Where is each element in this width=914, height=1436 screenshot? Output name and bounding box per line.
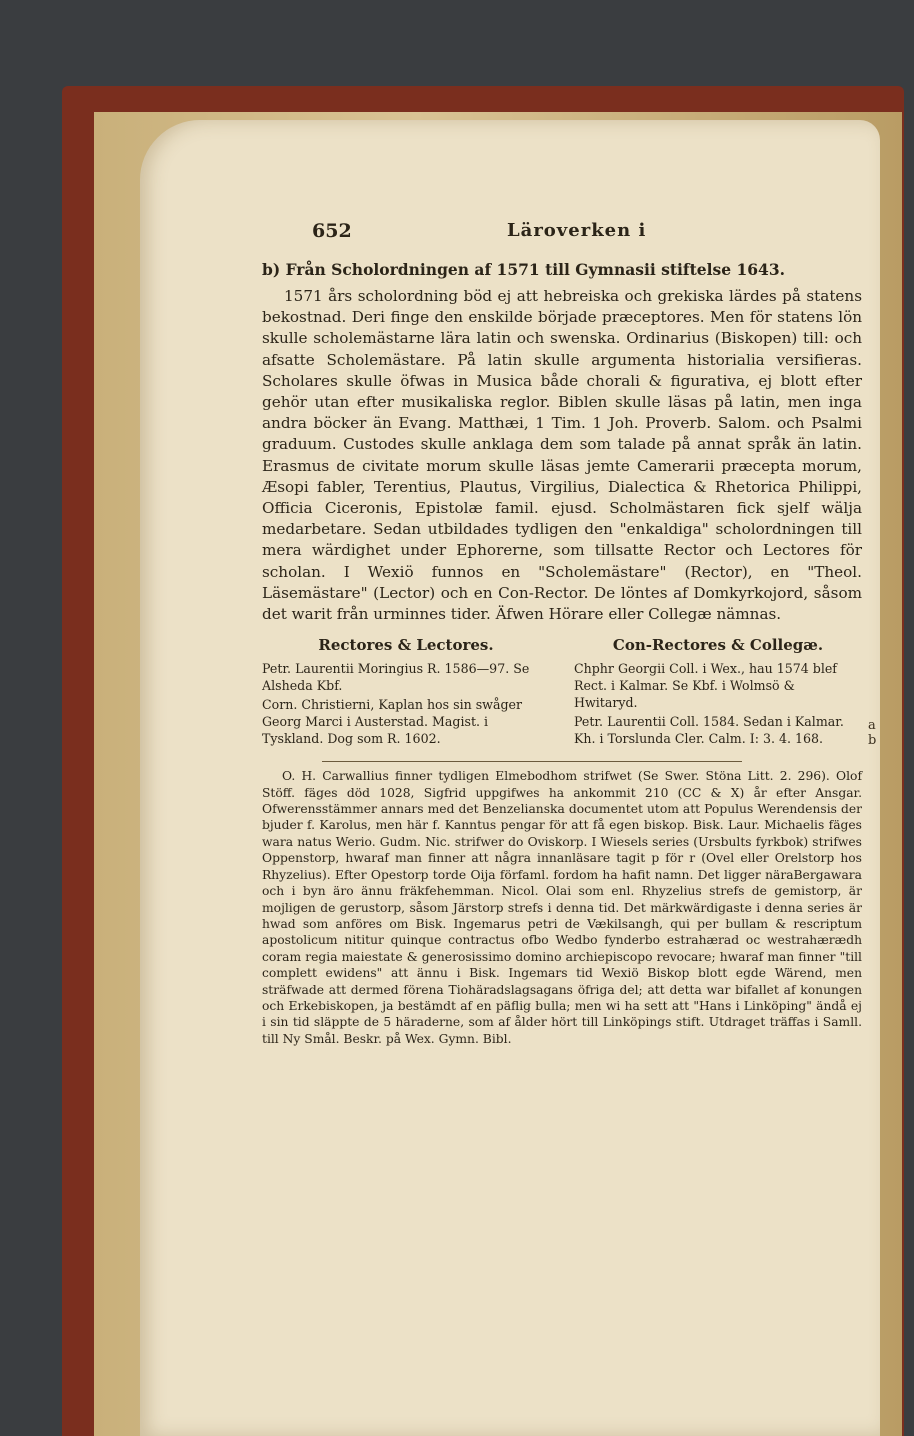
- list-item: Chphr Georgii Coll. i Wex., hau 1574 blef Rect. i Kalmar. Se Kbf. i Wolmsö & Hwitaryd.: [574, 661, 837, 711]
- footnote: O. H. Carwallius finner tydligen Elmebodhom strifwet (Se Swer. Stöna Litt. 2. 296). Olof Stöff. fäges död 1028, Sigfrid uppgifwes ha ankommit 210 (CC & X) år efter Ansgar. Ofwerensstämmer annars med det Benzelianska documentet utom att Populus Werendensis der bjuder f. Karolus, men här f. Kanntus pengar för att få egen biskop. Bisk. Laur. Michaelis fäges wara natus Werio. Gudm. Nic. strifwer do Oviskorp. I Wiesels series (Ursbults fyrkbok) strifwes Oppenstorp, hwaraf man finner att några innanläsare tagit p för r (Ovel eller Orelstorp hos Rhyzelius). Efter Opestorp torde Oija förfaml. fordom ha hafit namn. Det ligger näraBergawara och i byn äro ännu fräkfehemman. Nicol. Olai som enl. Rhyzelius strefs de gemistorp, är mojligen de gerustorp, såsom Järstorp strefs i denna tid. Det märkwärdigaste i denna series är hwad som anföres om Bisk. Ingemarus petri de Vækilsangh, qui per bullam & rescriptum apostolicum nititur quinque contractus ofbo Wedbo fynderbo estrahærad oc westrahærædh coram regia maiestate & generosissimo domino archiepiscopo revocare; hwaraf man finner "till complett ewidens" att ännu i Bisk. Ingemars tid Wexiö Biskop blott egde Wärend, men sträfwade att dermed förena Tiohäradslagsagans öfriga del; att detta war bifallet af konungen och Erkebiskopen, ja bestämdt af en päflig bulla; men wi ha sett att "Hans i Linköping" ändå ej i sin tid släppte de 5 häraderne, som af ålder hört till Linköpings stift. Utdraget träffas i Samll. till Ny Smål. Beskr. på Wex. Gymn. Bibl.: [262, 769, 862, 1046]
- conrectores-column: [574, 637, 862, 749]
- page-header: [262, 220, 862, 254]
- list-item: Petr. Laurentii Moringius R. 1586—97. Se Alsheda Kbf.: [262, 661, 530, 694]
- list-item: Corn. Christierni, Kaplan hos sin swåger Georg Marci i Austerstad. Magist. i Tyskland. Dog som R. 1602.: [262, 697, 522, 747]
- page-number: 652: [312, 220, 352, 242]
- two-column-list: [262, 637, 862, 749]
- list-item: Petr. Laurentii Coll. 1584. Sedan i Kalmar. Kh. i Torslunda Cler. Calm. I: 3. 4. 168.: [574, 714, 844, 747]
- footnote-divider: [322, 761, 742, 762]
- rectores-column: [262, 637, 550, 749]
- section-heading: b) Från Scholordningen af 1571 till Gymnasii stiftelse 1643.: [262, 260, 786, 279]
- conrectores-title: Con-Rectores & Collegæ.: [612, 636, 824, 655]
- margin-note: a b: [868, 718, 877, 748]
- body-paragraph: 1571 års scholordning böd ej att hebreiska och grekiska lärdes på statens bekostnad. Deri finge den enskilde började præceptores. Men för statens lön skulle scholemästarne lära latin och swenska. Ordinarius (Biskopen) till: och afsatte Scholemästare. På latin skulle argumenta historialia versifieras. Scholares skulle öfwas in Musica både chorali & figurativa, ej blott efter gehör utan efter musikaliska reglor. Biblen skulle läsas på latin, men inga andra böcker än Evang. Matthæi, 1 Tim. 1 Joh. Proverb. Salom. och Psalmi graduum. Custodes skulle anklaga dem som talade på annat språk än latin. Erasmus de civitate morum skulle läsas jemte Camerarii præcepta morum, Æsopi fabler, Terentius, Plautus, Virgilius, Dialectica & Rhetorica Philippi, Officia Ciceronis, Epistolæ famil. ejusd. Scholmästaren fick sjelf wälja medarbetare. Sedan utbildades tydligen den "enkaldiga" scholordningen till mera wärdighet under Ephorerne, som tillsatte Rector och Lectores för scholan. I Wexiö funnos en "Scholemästare" (Rector), en "Theol. Läsemästare" (Lector) och en Con-Rector. De löntes af Domkyrkojord, såsom det warit från urminnes tider. Äfwen Hörare eller Collegæ nämnas.: [262, 287, 862, 624]
- text-block: [262, 220, 862, 1047]
- running-head: Läroverken i: [507, 220, 647, 241]
- rectores-title: Rectores & Lectores.: [318, 636, 494, 655]
